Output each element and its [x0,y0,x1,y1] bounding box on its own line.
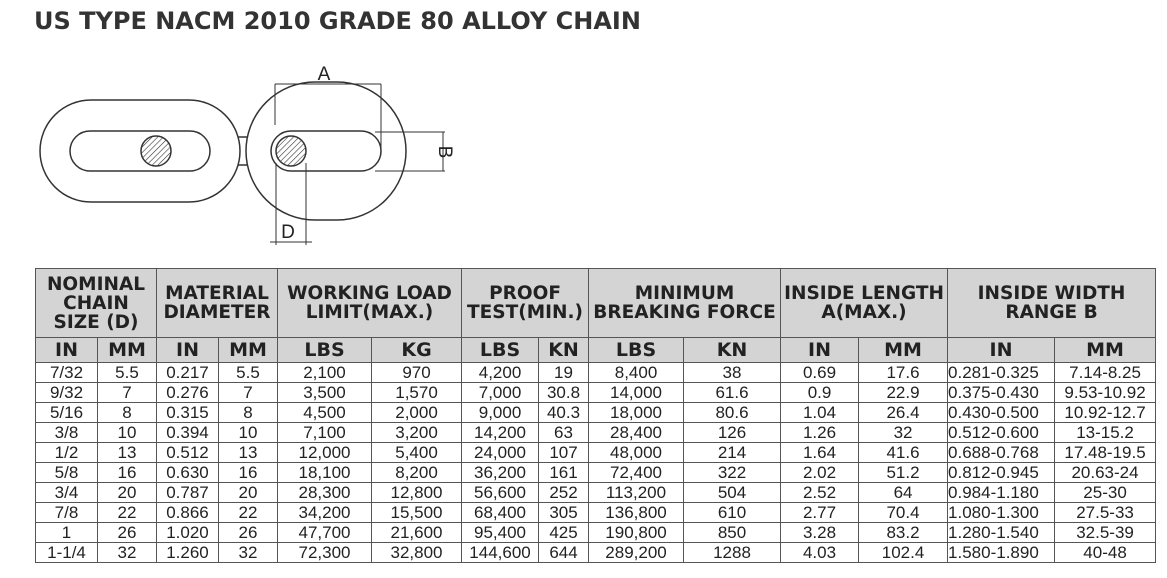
table-cell: 15,500 [372,503,462,523]
group-inside-length: INSIDE LENGTH A(MAX.) [781,269,948,338]
table-cell: 3,200 [372,423,462,443]
table-cell: 72,400 [589,463,684,483]
group-material-diameter: MATERIAL DIAMETER [157,269,278,338]
table-cell: 12,000 [278,443,372,463]
table-cell: 68,400 [462,503,539,523]
table-cell: 13 [98,443,157,463]
table-cell: 25-30 [1055,483,1156,503]
table-cell: 18,100 [278,463,372,483]
table-cell: 7.14-8.25 [1055,363,1156,383]
group-inside-width-range: INSIDE WIDTH RANGE B [948,269,1156,338]
table-cell: 0.217 [157,363,219,383]
table-cell: 13 [219,443,278,463]
table-row [36,443,1156,463]
table-cell: 26 [98,523,157,543]
table-cell: 32 [219,543,278,563]
table-cell: 610 [684,503,781,523]
unit-header: IN [157,338,219,363]
table-cell: 1.64 [781,443,859,463]
table-cell: 17.6 [859,363,948,383]
unit-header: KN [684,338,781,363]
table-cell: 1288 [684,543,781,563]
unit-header: KN [539,338,589,363]
table-cell: 1/2 [36,443,98,463]
table-cell: 107 [539,443,589,463]
table-cell: 7 [219,383,278,403]
table-cell: 305 [539,503,589,523]
table-cell: 0.394 [157,423,219,443]
table-cell: 4,500 [278,403,372,423]
table-cell: 9,000 [462,403,539,423]
table-cell: 0.375-0.430 [948,383,1055,403]
dimension-a-label: A [317,64,331,85]
page-title: US TYPE NACM 2010 GRADE 80 ALLOY CHAIN [34,7,641,35]
table-cell: 14,200 [462,423,539,443]
table-cell: 2.02 [781,463,859,483]
table-cell: 20 [219,483,278,503]
table-cell: 40.3 [539,403,589,423]
table-cell: 3.28 [781,523,859,543]
table-row [36,503,1156,523]
table-cell: 40-48 [1055,543,1156,563]
unit-header: LBS [462,338,539,363]
table-cell: 0.69 [781,363,859,383]
table-row [36,383,1156,403]
table-cell: 5.5 [98,363,157,383]
table-cell: 10 [98,423,157,443]
table-cell: 72,300 [278,543,372,563]
table-cell: 95,400 [462,523,539,543]
table-cell: 126 [684,423,781,443]
table-cell: 4,200 [462,363,539,383]
table-cell: 113,200 [589,483,684,503]
table-body [36,363,1156,563]
table-cell: 24,000 [462,443,539,463]
table-cell: 0.512 [157,443,219,463]
table-cell: 20.63-24 [1055,463,1156,483]
table-cell: 80.6 [684,403,781,423]
table-cell: 16 [219,463,278,483]
unit-header: IN [948,338,1055,363]
table-cell: 1.04 [781,403,859,423]
table-cell: 51.2 [859,463,948,483]
unit-header: MM [859,338,948,363]
table-cell: 3,500 [278,383,372,403]
table-cell: 425 [539,523,589,543]
left-link-section [141,136,171,166]
table-cell: 1 [36,523,98,543]
table-cell: 190,800 [589,523,684,543]
table-cell: 3/8 [36,423,98,443]
table-cell: 0.787 [157,483,219,503]
table-cell: 17.48-19.5 [1055,443,1156,463]
table-cell: 10.92-12.7 [1055,403,1156,423]
table-cell: 64 [859,483,948,503]
unit-header: LBS [278,338,372,363]
table-cell: 13-15.2 [1055,423,1156,443]
table-cell: 63 [539,423,589,443]
table-cell: 9.53-10.92 [1055,383,1156,403]
left-link-inner [70,131,210,171]
group-proof-test: PROOF TEST(MIN.) [462,269,589,338]
table-cell: 0.276 [157,383,219,403]
table-cell: 27.5-33 [1055,503,1156,523]
table-cell: 30.8 [539,383,589,403]
dimension-d-label: D [281,222,295,243]
table-cell: 2,000 [372,403,462,423]
table-cell: 28,400 [589,423,684,443]
right-link-section [276,136,306,166]
table-cell: 1.26 [781,423,859,443]
table-cell: 22 [98,503,157,523]
table-cell: 22 [219,503,278,523]
table-cell: 102.4 [859,543,948,563]
unit-header: IN [36,338,98,363]
table-cell: 2.77 [781,503,859,523]
table-cell: 7,000 [462,383,539,403]
table-cell: 0.984-1.180 [948,483,1055,503]
table-row [36,483,1156,503]
table-cell: 144,600 [462,543,539,563]
table-row [36,463,1156,483]
table-cell: 8 [219,403,278,423]
table-group-header-row [36,269,1156,338]
table-cell: 48,000 [589,443,684,463]
unit-header: KG [372,338,462,363]
table-cell: 850 [684,523,781,543]
table-cell: 19 [539,363,589,383]
table-cell: 8,200 [372,463,462,483]
table-cell: 32 [859,423,948,443]
table-cell: 1.280-1.540 [948,523,1055,543]
table-cell: 41.6 [859,443,948,463]
table-cell: 0.9 [781,383,859,403]
table-cell: 1,570 [372,383,462,403]
unit-header: IN [781,338,859,363]
table-cell: 16 [98,463,157,483]
table-cell: 61.6 [684,383,781,403]
table-cell: 0.430-0.500 [948,403,1055,423]
table-cell: 0.812-0.945 [948,463,1055,483]
table-cell: 7 [98,383,157,403]
table-cell: 504 [684,483,781,503]
table-cell: 47,700 [278,523,372,543]
table-row [36,423,1156,443]
table-row [36,543,1156,563]
table-cell: 26 [219,523,278,543]
table-cell: 32,800 [372,543,462,563]
table-cell: 36,200 [462,463,539,483]
table-row [36,523,1156,543]
unit-header: LBS [589,338,684,363]
table-cell: 322 [684,463,781,483]
table-cell: 14,000 [589,383,684,403]
table-row [36,403,1156,423]
table-cell: 5,400 [372,443,462,463]
table-cell: 7,100 [278,423,372,443]
table-unit-header-row [36,338,1156,363]
table-cell: 1.580-1.890 [948,543,1055,563]
table-cell: 1-1/4 [36,543,98,563]
table-cell: 2.52 [781,483,859,503]
table-cell: 32 [98,543,157,563]
chain-link-diagram [30,55,460,250]
dimension-b-label: B [434,145,455,159]
table-cell: 4.03 [781,543,859,563]
specification-table [35,268,1156,563]
table-cell: 12,800 [372,483,462,503]
table-cell: 21,600 [372,523,462,543]
table-cell: 0.688-0.768 [948,443,1055,463]
table-cell: 18,000 [589,403,684,423]
table-cell: 83.2 [859,523,948,543]
table-cell: 1.260 [157,543,219,563]
group-working-load-limit: WORKING LOAD LIMIT(MAX.) [278,269,462,338]
table-cell: 7/32 [36,363,98,383]
table-cell: 2,100 [278,363,372,383]
group-nominal-chain-size: NOMINAL CHAIN SIZE (D) [36,269,157,338]
table-cell: 38 [684,363,781,383]
table-cell: 1.020 [157,523,219,543]
table-cell: 7/8 [36,503,98,523]
unit-header: MM [219,338,278,363]
table-cell: 289,200 [589,543,684,563]
table-cell: 644 [539,543,589,563]
table-cell: 0.512-0.600 [948,423,1055,443]
table-cell: 0.281-0.325 [948,363,1055,383]
table-cell: 34,200 [278,503,372,523]
table-cell: 9/32 [36,383,98,403]
table-cell: 28,300 [278,483,372,503]
table-cell: 5/16 [36,403,98,423]
table-cell: 8 [98,403,157,423]
table-cell: 22.9 [859,383,948,403]
table-cell: 26.4 [859,403,948,423]
table-cell: 161 [539,463,589,483]
table-cell: 32.5-39 [1055,523,1156,543]
group-minimum-breaking-force: MINIMUM BREAKING FORCE [589,269,781,338]
table-cell: 56,600 [462,483,539,503]
table-cell: 0.315 [157,403,219,423]
table-cell: 70.4 [859,503,948,523]
table-cell: 20 [98,483,157,503]
table-cell: 3/4 [36,483,98,503]
table-cell: 5/8 [36,463,98,483]
unit-header: MM [1055,338,1156,363]
table-cell: 10 [219,423,278,443]
table-cell: 0.866 [157,503,219,523]
table-cell: 970 [372,363,462,383]
table-cell: 5.5 [219,363,278,383]
table-cell: 214 [684,443,781,463]
table-cell: 1.080-1.300 [948,503,1055,523]
table-row [36,363,1156,383]
table-cell: 252 [539,483,589,503]
table-cell: 136,800 [589,503,684,523]
table-cell: 8,400 [589,363,684,383]
unit-header: MM [98,338,157,363]
table-cell: 0.630 [157,463,219,483]
